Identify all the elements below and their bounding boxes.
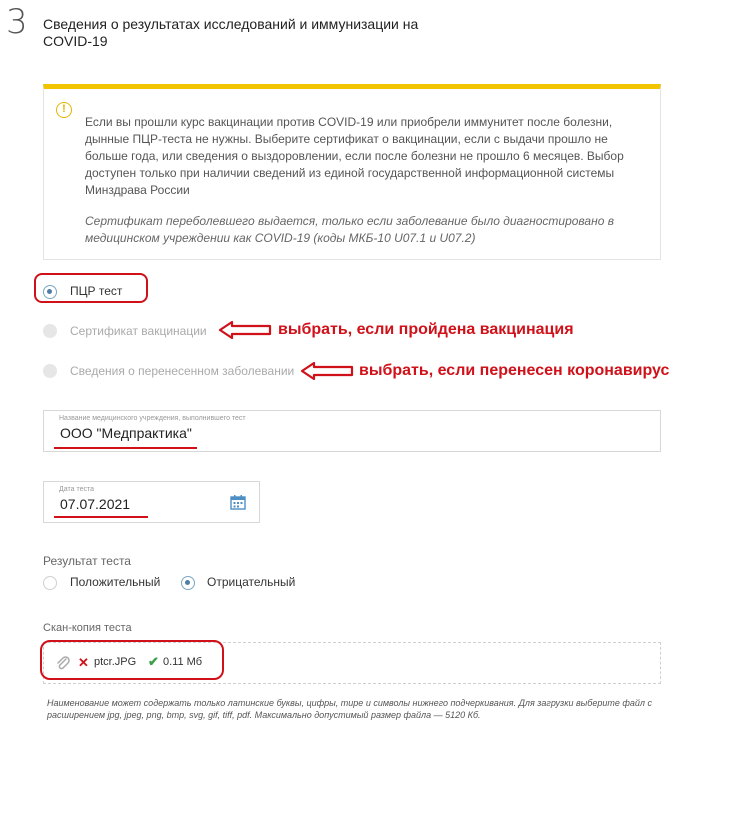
step-number: 3 [6,2,28,42]
scan-title: Скан-копия теста [43,622,132,634]
upload-hint: Наименование может содержать только латинские буквы, цифры, тире и символы нижнего подчеркивания. Для загрузки выберите файл с расширением jpg, jpeg, png, bmp, svg, gif, tiff, pdf. Максимально допустимый размер файла — 5120 Кб. [47,698,652,720]
radio-negative-label[interactable]: Отрицательный [207,575,296,589]
notice-note: Сертификат переболевшего выдается, только если заболевание было диагностировано в медицинском учреждении как COVID-19 (коды МКБ-10 U07.1 и U07.2) [85,214,614,245]
notice-text: Если вы прошли курс вакцинации против COVID-19 или приобрели иммунитет после болезни, дынные ПЦР-теста не нужны. Выберите сертификат о вакцинации, если с выдачи прошло не больше года, или сведения о выздоровлении, если после болезни не прошло 6 месяцев. Выбор доступен только при наличии сведений из единой государственной информационной системы Минздрава России [85,115,624,197]
institution-field[interactable] [43,410,661,452]
radio-past-illness-label[interactable]: Сведения о перенесенном заболевании [70,364,295,378]
radio-past-illness[interactable] [43,364,57,378]
date-field-label: Дата теста [59,486,94,493]
radio-vaccination-certificate-label[interactable]: Сертификат вакцинации [70,324,207,338]
info-notice [43,84,661,260]
annotation-vaccination: выбрать, если пройдена вакцинация [278,321,574,338]
warning-icon: ! [56,102,72,118]
underline-mark [54,447,197,449]
file-name: ptcr.JPG [94,656,137,668]
result-title: Результат теста [43,554,131,568]
file-size: 0.11 Мб [163,656,203,668]
annotation-illness: выбрать, если перенесен коронавирус [359,362,670,379]
radio-negative[interactable] [181,576,195,590]
annotation-arrow-icon [300,361,354,381]
underline-mark [54,516,148,518]
radio-positive[interactable] [43,576,57,590]
section-title: Сведения о результатах исследований и иммунизации на COVID-19 [43,16,419,49]
radio-positive-label[interactable]: Положительный [70,575,161,589]
calendar-icon[interactable] [230,494,246,510]
institution-field-label: Название медицинского учреждения, выполнившего тест [59,415,246,422]
radio-pcr-test-label[interactable]: ПЦР тест [70,284,123,298]
date-field-value[interactable]: 07.07.2021 [60,496,131,512]
radio-vaccination-certificate[interactable] [43,324,57,338]
check-icon: ✔ [148,654,159,669]
paperclip-icon [55,655,71,671]
radio-pcr-test[interactable] [43,285,57,299]
institution-field-value[interactable]: ООО "Медпрактика" [60,425,192,441]
annotation-arrow-icon [218,320,272,340]
remove-file-icon[interactable]: ✕ [78,655,89,670]
